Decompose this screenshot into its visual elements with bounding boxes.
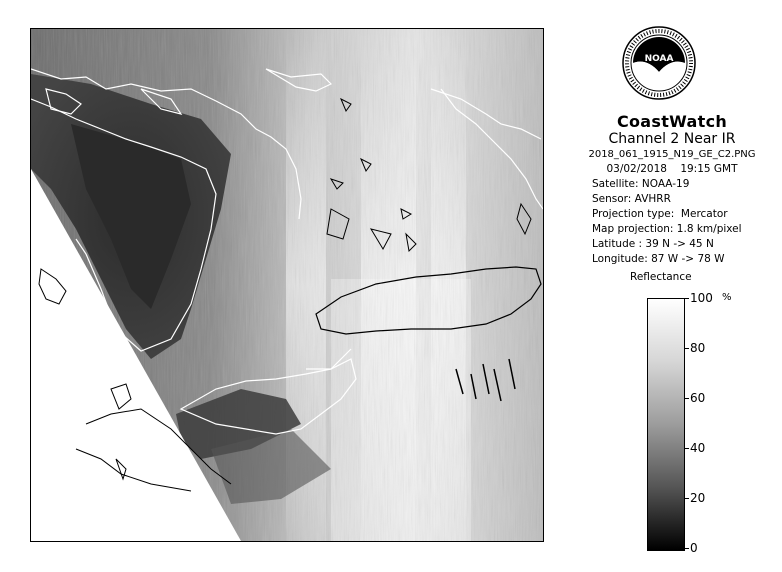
map-projection: Map projection: 1.8 km/pixel [592, 223, 742, 235]
satellite-image [30, 28, 544, 542]
reflectance-colorbar [647, 298, 685, 551]
satellite: Satellite: NOAA-19 [592, 178, 690, 190]
colorbar-tick-label: 0 [690, 541, 698, 555]
colorbar-tick [684, 448, 689, 449]
colorbar-tick [684, 298, 689, 299]
colorbar-tick-label: 80 [690, 341, 706, 355]
channel-title: Channel 2 Near IR [608, 131, 736, 147]
datetime: 03/02/2018 19:15 GMT [606, 163, 738, 175]
colorbar-tick-label: 20 [690, 491, 706, 505]
sensor: Sensor: AVHRR [592, 193, 671, 205]
image-info-panel [572, 113, 772, 267]
satellite-image-canvas [31, 29, 543, 541]
colorbar-tick-label: 100 [690, 291, 713, 305]
file-name: 2018_061_1915_N19_GE_C2.PNG [588, 149, 756, 160]
noaa-logo-icon [621, 20, 697, 106]
longitude-range: Longitude: 87 W -> 78 W [592, 253, 725, 265]
colorbar-unit: % [722, 292, 732, 303]
noaa-logo-text: NOAA [644, 54, 674, 64]
colorbar-tick [684, 498, 689, 499]
colorbar-tick [684, 548, 689, 549]
colorbar-tick [684, 398, 689, 399]
latitude-range: Latitude : 39 N -> 45 N [592, 238, 714, 250]
noaa-logo [621, 20, 697, 106]
app-title: CoastWatch [616, 112, 728, 131]
projection-type: Projection type: Mercator [592, 208, 728, 220]
colorbar-tick-label: 40 [690, 441, 706, 455]
colorbar-title: Reflectance [630, 271, 692, 283]
colorbar-tick-label: 60 [690, 391, 706, 405]
colorbar-tick [684, 348, 689, 349]
